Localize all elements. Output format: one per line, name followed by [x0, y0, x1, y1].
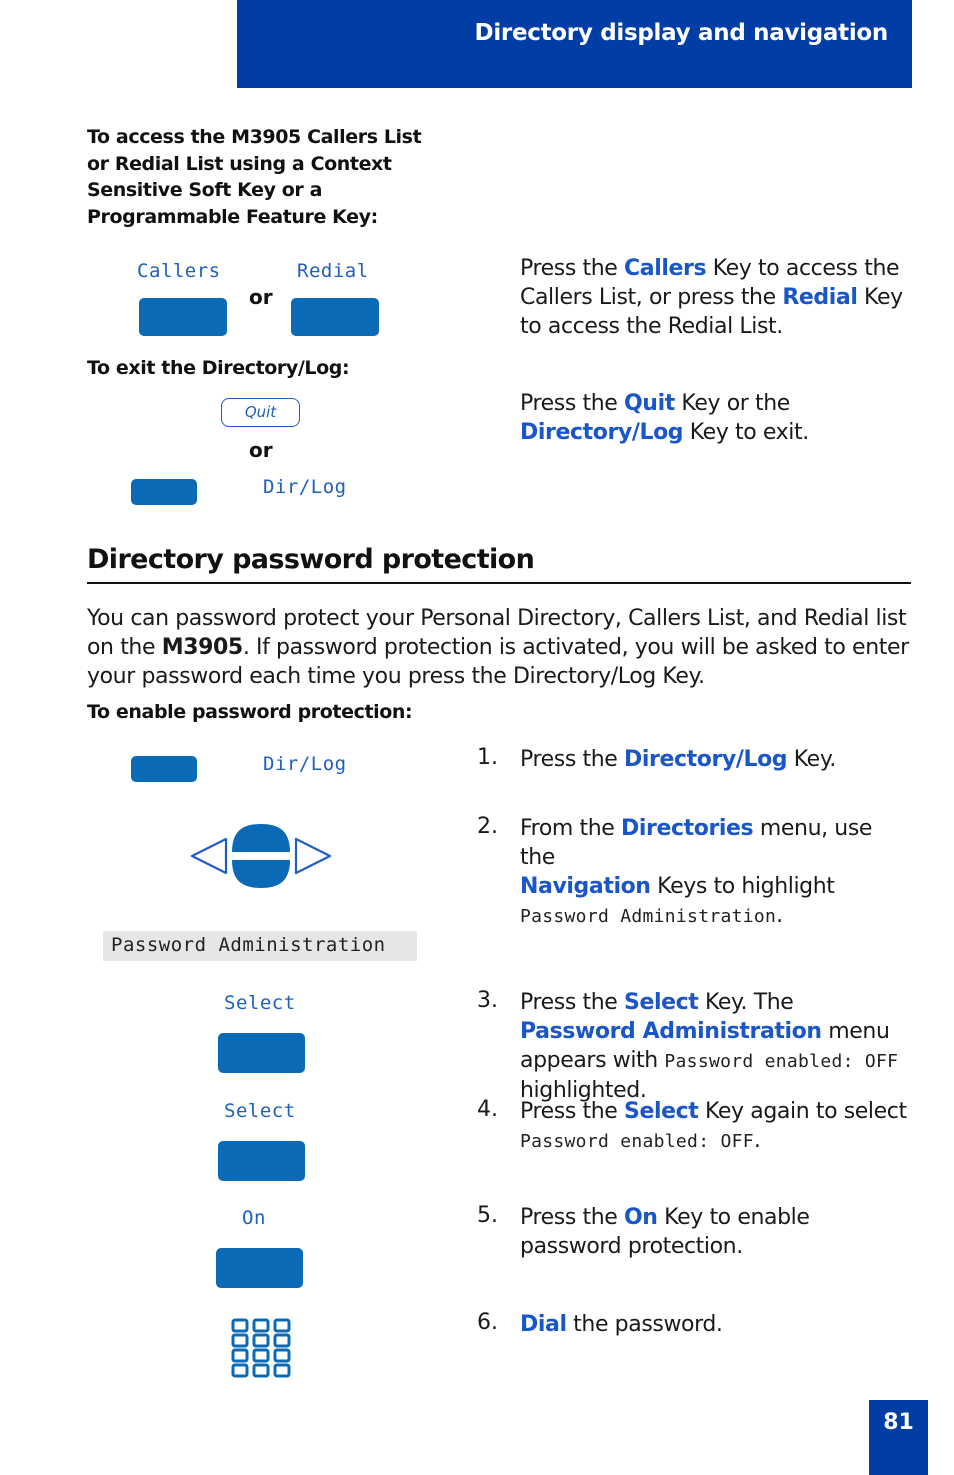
- dialpad-icon[interactable]: [231, 1318, 291, 1379]
- callers-key-ref: Callers: [624, 256, 707, 281]
- step-4-text: Press the Select Key again to select Password enabled: OFF.: [520, 1099, 907, 1153]
- header-title: Directory display and navigation: [474, 20, 888, 46]
- page-number: 81: [869, 1400, 928, 1475]
- section-rule: [87, 582, 911, 584]
- header-bar: [237, 0, 912, 88]
- dirlog-key-ref: Directory/Log: [520, 420, 684, 445]
- redial-soft-key[interactable]: [291, 298, 379, 336]
- or-text-1: or: [249, 285, 273, 309]
- access-label: To access the M3905 Callers List or Redial List using a Context Sensitive Soft Key or a Programmable Feature Key:: [87, 126, 422, 228]
- step-2-number: 2.: [477, 814, 498, 839]
- step-5-text: Press the On Key to enable password protection.: [520, 1205, 810, 1259]
- quit-key-ref: Quit: [624, 391, 675, 416]
- redial-lcd-label: Redial: [297, 260, 369, 282]
- select-soft-key-1[interactable]: [218, 1033, 305, 1073]
- step-6-text: Dial the password.: [520, 1312, 723, 1337]
- access-description: Press the Callers Key to access the Callers List, or press the Redial Key to access the Redial List.: [520, 256, 903, 339]
- step-2-text: From the Directories menu, use the Navigation Keys to highlight Password Administration.: [520, 816, 873, 928]
- dirlog-key-1[interactable]: [131, 479, 197, 505]
- select-soft-key-2[interactable]: [218, 1141, 305, 1181]
- step-1-number: 1.: [477, 745, 498, 770]
- lcd-display: [103, 931, 417, 961]
- enable-label: To enable password protection:: [87, 701, 413, 723]
- quit-button[interactable]: Quit: [221, 398, 300, 427]
- exit-description: Press the Quit Key or the Directory/Log Key to exit.: [520, 391, 809, 445]
- callers-lcd-label: Callers: [137, 260, 221, 282]
- step-4-number: 4.: [477, 1097, 498, 1122]
- on-lcd-label: On: [242, 1207, 266, 1229]
- or-text-2: or: [249, 438, 273, 462]
- step-3-number: 3.: [477, 988, 498, 1013]
- exit-label: To exit the Directory/Log:: [87, 357, 350, 379]
- select-lcd-label-2: Select: [224, 1100, 296, 1122]
- dirlog-key-2[interactable]: [131, 756, 197, 782]
- dirlog-lcd-label-2: Dir/Log: [263, 753, 347, 775]
- intro-paragraph: You can password protect your Personal Directory, Callers List, and Redial list on the M3905. If password protection is activated, you will be asked to enter your password each time you press the Directory/Log Key.: [87, 606, 909, 689]
- model-name: M3905: [161, 635, 243, 660]
- step-1-text: Press the Directory/Log Key.: [520, 747, 836, 772]
- section-title: Directory password protection: [87, 544, 535, 575]
- callers-soft-key[interactable]: [139, 298, 227, 336]
- on-soft-key[interactable]: [216, 1248, 303, 1288]
- step-3-text: Press the Select Key. The Password Administration menu appears with Password enabled: OFF highlighted.: [520, 990, 899, 1103]
- redial-key-ref: Redial: [782, 285, 858, 310]
- select-lcd-label-1: Select: [224, 992, 296, 1014]
- navigation-keys-icon[interactable]: [190, 822, 332, 890]
- lcd-display-text: Password Administration: [111, 934, 386, 956]
- step-5-number: 5.: [477, 1203, 498, 1228]
- dirlog-lcd-label-1: Dir/Log: [263, 476, 347, 498]
- step-6-number: 6.: [477, 1310, 498, 1335]
